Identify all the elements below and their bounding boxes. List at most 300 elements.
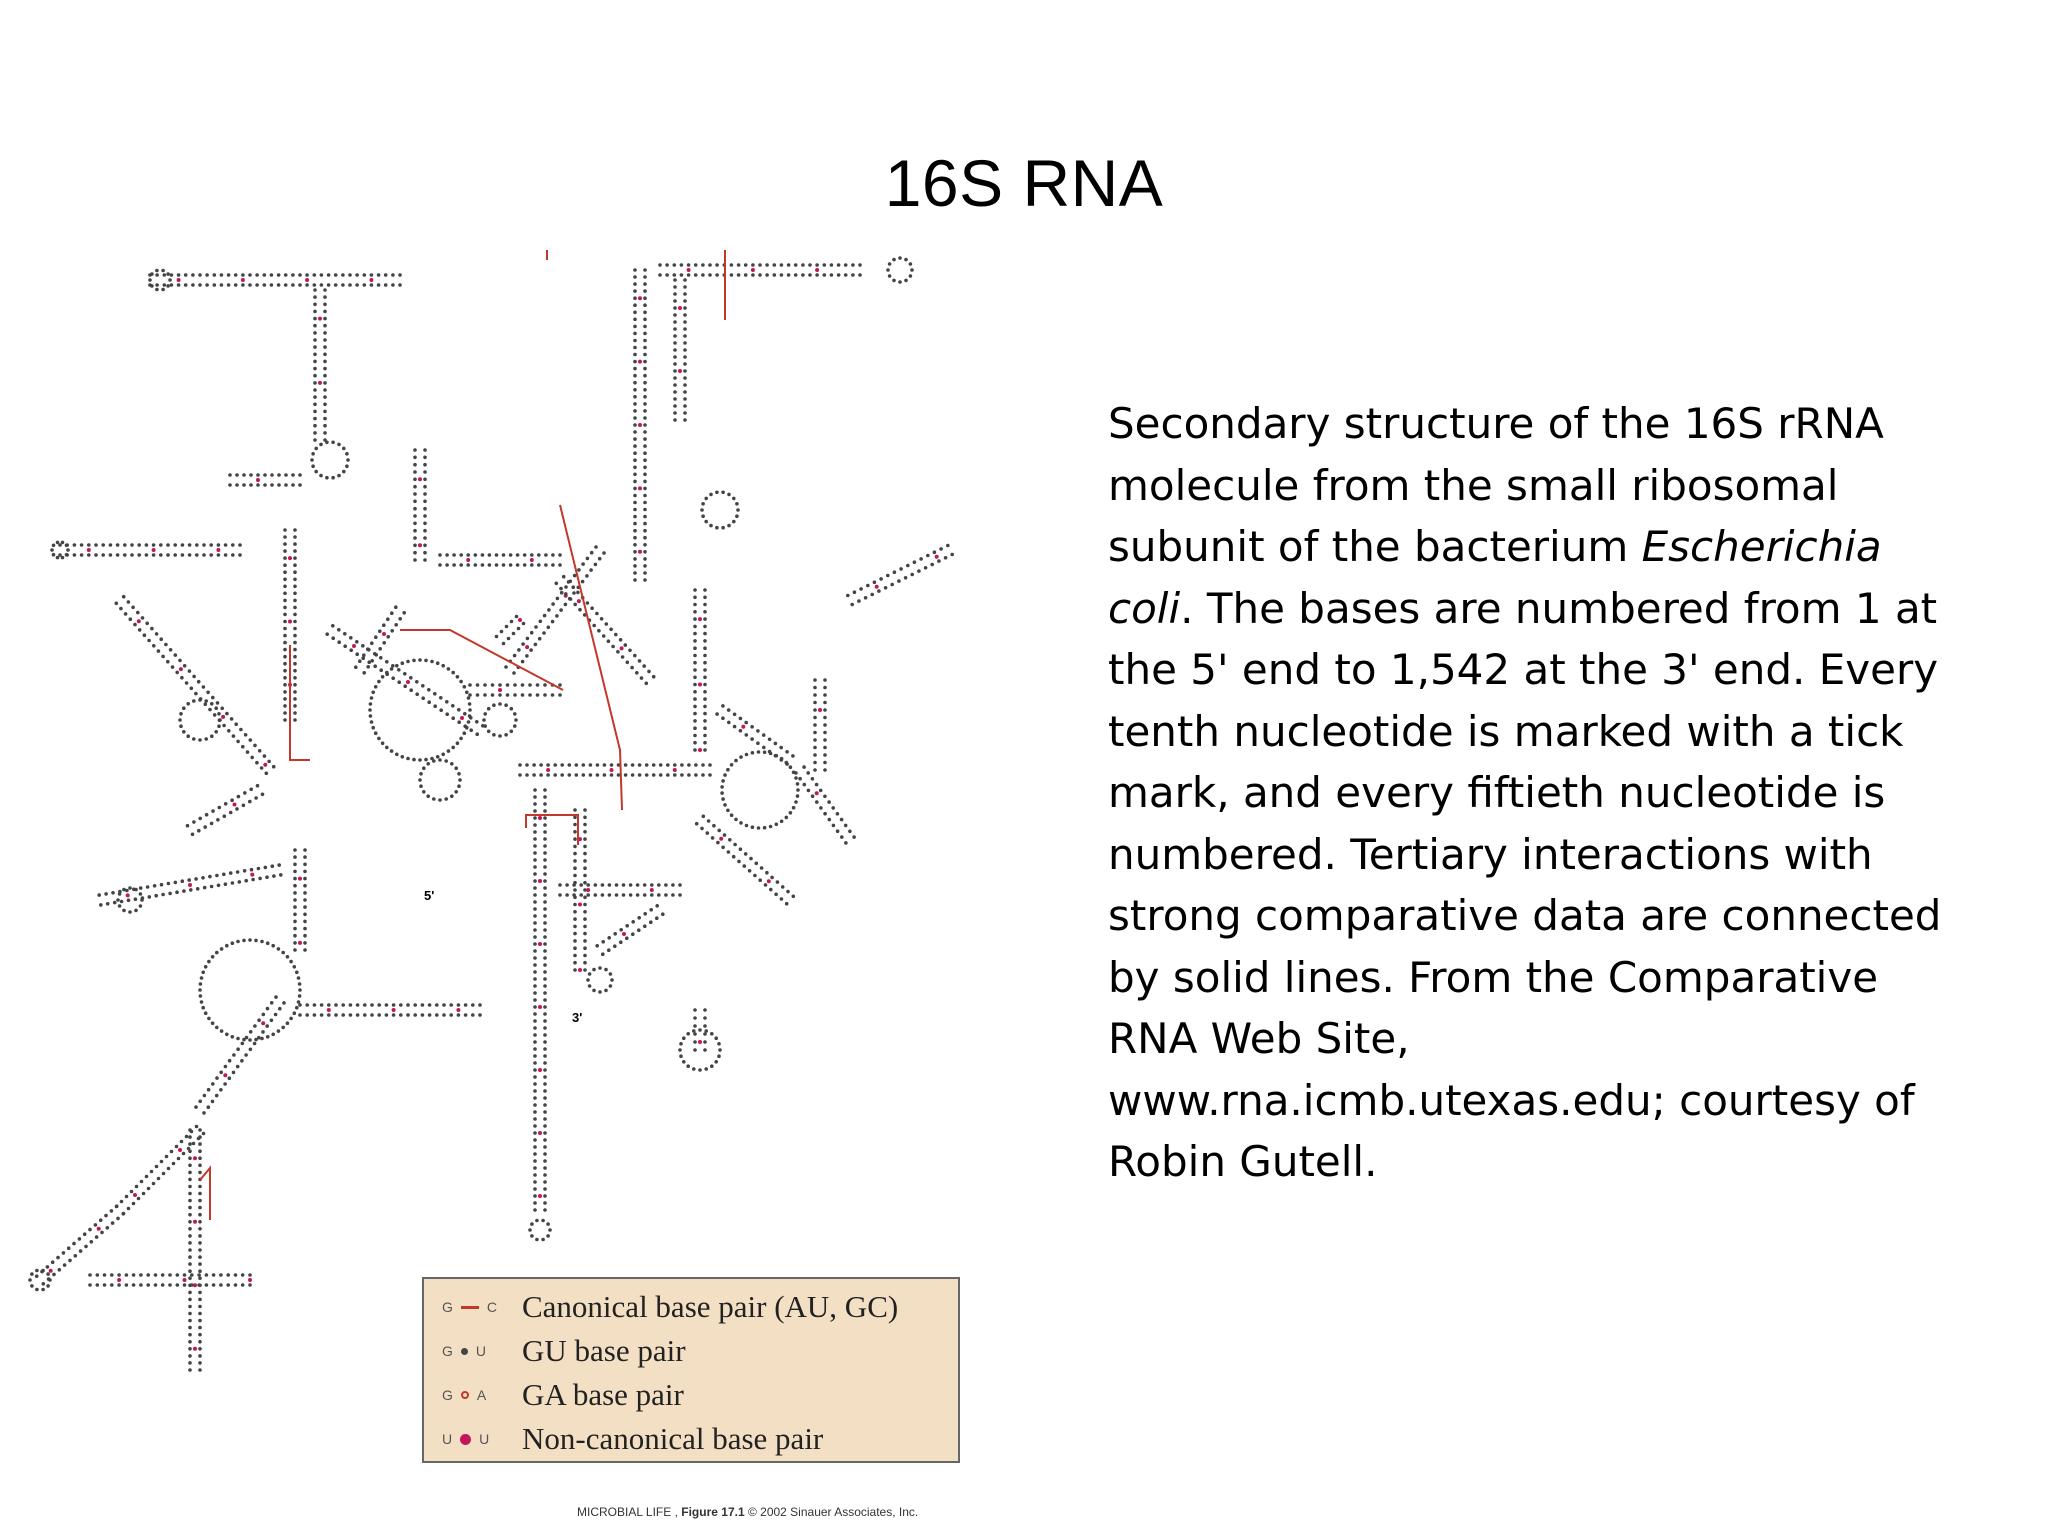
base-pair-mark: [298, 941, 302, 945]
loop-nucleotide: [510, 707, 514, 711]
nucleotide: [413, 485, 417, 489]
nucleotide: [195, 553, 199, 557]
nucleotide: [673, 411, 677, 415]
nucleotide: [687, 773, 691, 777]
nucleotide: [637, 916, 641, 920]
nucleotide: [188, 1368, 192, 1372]
nucleotide: [181, 553, 185, 557]
nucleotide: [643, 536, 647, 540]
nucleotide: [601, 883, 605, 887]
nucleotide: [708, 263, 712, 267]
nucleotide: [509, 563, 513, 567]
nucleotide: [323, 288, 327, 292]
nucleotide: [362, 671, 366, 675]
nucleotide: [640, 676, 644, 680]
nucleotide: [823, 723, 827, 727]
nucleotide: [253, 1024, 257, 1028]
loop-nucleotide: [214, 730, 218, 734]
base-pair-mark: [815, 791, 819, 795]
nucleotide: [633, 466, 637, 470]
nucleotide: [212, 1283, 216, 1287]
nucleotide: [198, 1312, 202, 1316]
nucleotide: [543, 1208, 547, 1212]
nucleotide: [533, 1173, 537, 1177]
nucleotide: [235, 483, 239, 487]
loop-nucleotide: [374, 731, 378, 735]
nucleotide: [190, 1283, 194, 1287]
nucleotide: [198, 283, 202, 287]
nucleotide: [748, 869, 752, 873]
loop-nucleotide: [412, 659, 416, 663]
loop-nucleotide: [48, 1278, 52, 1282]
nucleotide: [683, 411, 687, 415]
nucleotide: [703, 1040, 707, 1044]
nucleotide: [785, 750, 789, 754]
nucleotide: [758, 878, 762, 882]
loop-nucleotide: [186, 734, 190, 738]
nucleotide: [188, 1347, 192, 1351]
nucleotide: [277, 473, 281, 477]
nucleotide: [509, 553, 513, 557]
nucleotide: [693, 1016, 697, 1020]
loop-nucleotide: [757, 826, 761, 830]
nucleotide: [823, 795, 827, 799]
loop-nucleotide: [715, 526, 719, 530]
loop-nucleotide: [492, 703, 496, 707]
nucleotide: [543, 1047, 547, 1051]
nucleotide: [533, 991, 537, 995]
nucleotide: [543, 844, 547, 848]
nucleotide: [421, 684, 425, 688]
nucleotide: [270, 273, 274, 277]
nucleotide: [188, 1248, 192, 1252]
nucleotide: [305, 273, 309, 277]
nucleotide: [293, 613, 297, 617]
nucleotide: [198, 1333, 202, 1337]
loop-nucleotide: [395, 664, 399, 668]
nucleotide: [370, 273, 374, 277]
nucleotide: [198, 1199, 202, 1203]
nucleotide: [543, 1131, 547, 1135]
nucleotide: [533, 1124, 537, 1128]
nucleotide: [361, 656, 365, 660]
nucleotide: [583, 939, 587, 943]
loop-nucleotide: [904, 258, 908, 262]
nucleotide: [270, 283, 274, 287]
nucleotide: [666, 763, 670, 767]
nucleotide: [96, 1283, 100, 1287]
loop-nucleotide: [604, 989, 608, 993]
nucleotide: [188, 1241, 192, 1245]
nucleotide: [283, 578, 287, 582]
nucleotide: [703, 1024, 707, 1028]
nucleotide: [573, 932, 577, 936]
nucleotide: [633, 409, 637, 413]
nucleotide: [643, 430, 647, 434]
nucleotide: [242, 473, 246, 477]
nucleotide: [90, 1240, 94, 1244]
nucleotide: [808, 263, 812, 267]
nucleotide: [543, 1096, 547, 1100]
base-pair-mark: [327, 1008, 331, 1012]
nucleotide: [603, 763, 607, 767]
nucleotide: [236, 870, 240, 874]
nucleotide: [370, 1003, 374, 1007]
nucleotide: [188, 553, 192, 557]
nucleotide: [530, 563, 534, 567]
nucleotide: [188, 1262, 192, 1266]
loop-nucleotide: [286, 1021, 290, 1025]
nucleotide: [303, 884, 307, 888]
nucleotide: [208, 708, 212, 712]
loop-nucleotide: [467, 720, 471, 724]
loop-nucleotide: [757, 750, 761, 754]
nucleotide: [228, 483, 232, 487]
nucleotide: [589, 763, 593, 767]
nucleotide: [303, 948, 307, 952]
nucleotide: [258, 749, 262, 753]
loop-nucleotide: [46, 1284, 50, 1288]
nucleotide: [583, 866, 587, 870]
nucleotide: [652, 675, 656, 679]
nucleotide: [823, 753, 827, 757]
nucleotide: [558, 893, 562, 897]
nucleotide: [161, 893, 165, 897]
nucleotide: [303, 941, 307, 945]
nucleotide: [543, 984, 547, 988]
nucleotide: [313, 317, 317, 321]
nucleotide: [263, 283, 267, 287]
tertiary-line: [290, 645, 310, 760]
base-pair-mark: [97, 1227, 101, 1231]
nucleotide: [617, 773, 621, 777]
nucleotide: [633, 402, 637, 406]
nucleotide: [313, 310, 317, 314]
nucleotide: [694, 773, 698, 777]
loop-nucleotide: [418, 658, 422, 662]
nucleotide: [188, 1255, 192, 1259]
nucleotide: [188, 1206, 192, 1210]
nucleotide: [533, 1187, 537, 1191]
nucleotide: [594, 563, 598, 567]
nucleotide: [673, 362, 677, 366]
nucleotide: [313, 1003, 317, 1007]
nucleotide: [791, 754, 795, 758]
loop-nucleotide: [709, 524, 713, 528]
nucleotide: [631, 920, 635, 924]
nucleotide: [303, 934, 307, 938]
nucleotide: [533, 1082, 537, 1086]
nucleotide: [325, 632, 329, 636]
nucleotide: [512, 632, 516, 636]
nucleotide: [659, 763, 663, 767]
base-pair-mark: [216, 548, 220, 552]
nucleotide: [633, 303, 637, 307]
nucleotide: [313, 288, 317, 292]
base-pair-mark: [610, 768, 614, 772]
nucleotide: [906, 564, 910, 568]
nucleotide: [153, 884, 157, 888]
nucleotide: [823, 746, 827, 750]
loop-nucleotide: [260, 1037, 264, 1041]
nucleotide: [813, 731, 817, 735]
nucleotide: [533, 998, 537, 1002]
nucleotide: [551, 563, 555, 567]
nucleotide: [261, 793, 265, 797]
nucleotide: [543, 914, 547, 918]
nucleotide: [202, 543, 206, 547]
nucleotide: [813, 708, 817, 712]
nucleotide: [188, 1199, 192, 1203]
nucleotide: [334, 273, 338, 277]
nucleotide: [787, 263, 791, 267]
nucleotide: [513, 683, 517, 687]
nucleotide: [170, 273, 174, 277]
loop-nucleotide: [492, 733, 496, 737]
nucleotide: [378, 647, 382, 651]
nucleotide: [272, 765, 276, 769]
nucleotide: [683, 418, 687, 422]
nucleotide: [727, 721, 731, 725]
nucleotide: [255, 273, 259, 277]
nucleotide: [241, 273, 245, 277]
nucleotide: [633, 360, 637, 364]
nucleotide: [708, 763, 712, 767]
nucleotide: [370, 1013, 374, 1017]
nucleotide: [846, 594, 850, 598]
nucleotide: [643, 353, 647, 357]
nucleotide: [633, 430, 637, 434]
nucleotide: [594, 883, 598, 887]
nucleotide: [609, 628, 613, 632]
nucleotide: [237, 795, 241, 799]
nucleotide: [605, 622, 609, 626]
nucleotide: [590, 606, 594, 610]
loop-nucleotide: [704, 497, 708, 501]
loop-nucleotide: [248, 938, 252, 942]
nucleotide: [543, 823, 547, 827]
nucleotide: [161, 655, 165, 659]
nucleotide: [217, 884, 221, 888]
nucleotide: [543, 935, 547, 939]
loop-nucleotide: [530, 1222, 534, 1226]
nucleotide: [562, 575, 566, 579]
nucleotide: [558, 553, 562, 557]
nucleotide: [573, 808, 577, 812]
nucleotide: [543, 1201, 547, 1205]
loop-nucleotide: [721, 797, 725, 801]
nucleotide: [581, 580, 585, 584]
nucleotide: [219, 1273, 223, 1277]
nucleotide: [567, 580, 571, 584]
nucleotide: [643, 437, 647, 441]
nucleotide: [633, 557, 637, 561]
nucleotide: [188, 1149, 192, 1153]
nucleotide: [168, 1273, 172, 1277]
nucleotide: [421, 1003, 425, 1007]
nucleotide: [643, 458, 647, 462]
nucleotide: [213, 273, 217, 277]
nucleotide: [198, 273, 202, 277]
nucleotide: [586, 601, 590, 605]
loop-nucleotide: [530, 1234, 534, 1238]
nucleotide: [601, 893, 605, 897]
nucleotide: [815, 263, 819, 267]
nucleotide: [930, 563, 934, 567]
nucleotide: [166, 553, 170, 557]
nucleotide: [532, 763, 536, 767]
nucleotide: [313, 417, 317, 421]
loop-nucleotide: [701, 514, 705, 518]
nucleotide: [513, 654, 517, 658]
nucleotide: [293, 676, 297, 680]
nucleotide: [643, 318, 647, 322]
nucleotide: [382, 641, 386, 645]
nucleotide: [664, 883, 668, 887]
nucleotide: [859, 587, 863, 591]
nucleotide: [703, 676, 707, 680]
loop-nucleotide: [118, 892, 122, 896]
nucleotide: [198, 1206, 202, 1210]
nucleotide: [180, 676, 184, 680]
nucleotide: [313, 360, 317, 364]
nucleotide: [439, 696, 443, 700]
nucleotide: [483, 683, 487, 687]
loop-nucleotide: [134, 909, 138, 913]
nucleotide: [423, 551, 427, 555]
nucleotide: [99, 1218, 103, 1222]
nucleotide: [543, 1194, 547, 1198]
nucleotide: [323, 310, 327, 314]
nucleotide: [211, 1082, 215, 1086]
nucleotide: [583, 917, 587, 921]
nucleotide: [533, 1201, 537, 1205]
nucleotide: [543, 1012, 547, 1016]
nucleotide: [643, 557, 647, 561]
nucleotide: [643, 409, 647, 413]
nucleotide: [323, 403, 327, 407]
nucleotide: [848, 830, 852, 834]
nucleotide: [703, 741, 707, 745]
nucleotide: [263, 754, 267, 758]
nucleotide: [633, 289, 637, 293]
loop-nucleotide: [769, 752, 773, 756]
nucleotide: [693, 1024, 697, 1028]
nucleotide: [683, 334, 687, 338]
nucleotide: [409, 688, 413, 692]
loop-nucleotide: [426, 794, 430, 798]
nucleotide: [305, 1003, 309, 1007]
nucleotide: [413, 456, 417, 460]
nucleotide: [583, 823, 587, 827]
nucleotide: [543, 956, 547, 960]
loop-nucleotide: [720, 791, 724, 795]
nucleotide: [502, 553, 506, 557]
nucleotide: [543, 1138, 547, 1142]
nucleotide: [583, 816, 587, 820]
nucleotide: [655, 904, 659, 908]
nucleotide: [413, 492, 417, 496]
legend-row-noncanonical: [442, 1417, 823, 1461]
nucleotide: [643, 367, 647, 371]
nucleotide: [124, 612, 128, 616]
nucleotide: [194, 692, 198, 696]
nucleotide: [737, 860, 741, 864]
nucleotide: [155, 273, 159, 277]
nucleotide: [687, 763, 691, 767]
nucleotide: [249, 788, 253, 792]
nucleotide: [683, 292, 687, 296]
loop-nucleotide: [412, 758, 416, 762]
nucleotide: [543, 1180, 547, 1184]
nucleotide: [608, 883, 612, 887]
nucleotide: [198, 1248, 202, 1252]
nucleotide: [188, 669, 192, 673]
nucleotide: [125, 1283, 129, 1287]
loop-nucleotide: [342, 447, 346, 451]
nucleotide: [188, 1185, 192, 1189]
loop-nucleotide: [794, 800, 798, 804]
nucleotide: [701, 263, 705, 267]
nucleotide: [224, 543, 228, 547]
nucleotide: [256, 784, 260, 788]
nucleotide: [248, 283, 252, 287]
nucleotide: [633, 480, 637, 484]
nucleotide: [715, 273, 719, 277]
nucleotide: [533, 963, 537, 967]
nucleotide: [633, 388, 637, 392]
nucleotide: [469, 728, 473, 732]
nucleotide: [175, 890, 179, 894]
loop-nucleotide: [325, 441, 329, 445]
nucleotide: [423, 544, 427, 548]
nucleotide: [525, 763, 529, 767]
nucleotide: [673, 397, 677, 401]
loop-nucleotide: [732, 520, 736, 524]
nucleotide: [174, 653, 178, 657]
nucleotide: [293, 648, 297, 652]
nucleotide: [231, 553, 235, 557]
loop-nucleotide: [459, 737, 463, 741]
nucleotide: [293, 718, 297, 722]
nucleotide: [502, 563, 506, 567]
loop-nucleotide: [458, 778, 462, 782]
nucleotide: [615, 883, 619, 887]
loop-nucleotide: [739, 821, 743, 825]
base-pair-mark: [935, 555, 939, 559]
nucleotide: [533, 935, 537, 939]
nucleotide: [506, 693, 510, 697]
nucleotide: [683, 383, 687, 387]
nucleotide: [786, 890, 790, 894]
nucleotide: [228, 473, 232, 477]
nucleotide: [198, 1234, 202, 1238]
loop-nucleotide: [715, 491, 719, 495]
nucleotide: [678, 893, 682, 897]
loop-nucleotide: [450, 794, 454, 798]
nucleotide: [253, 1042, 257, 1046]
nucleotide: [721, 846, 725, 850]
nucleotide: [283, 599, 287, 603]
nucleotide: [232, 1053, 236, 1057]
nucleotide: [693, 741, 697, 745]
nucleotide: [356, 1003, 360, 1007]
nucleotide: [673, 306, 677, 310]
nucleotide: [209, 543, 213, 547]
nucleotide: [283, 563, 287, 567]
nucleotide: [402, 611, 406, 615]
nucleotide: [631, 763, 635, 767]
